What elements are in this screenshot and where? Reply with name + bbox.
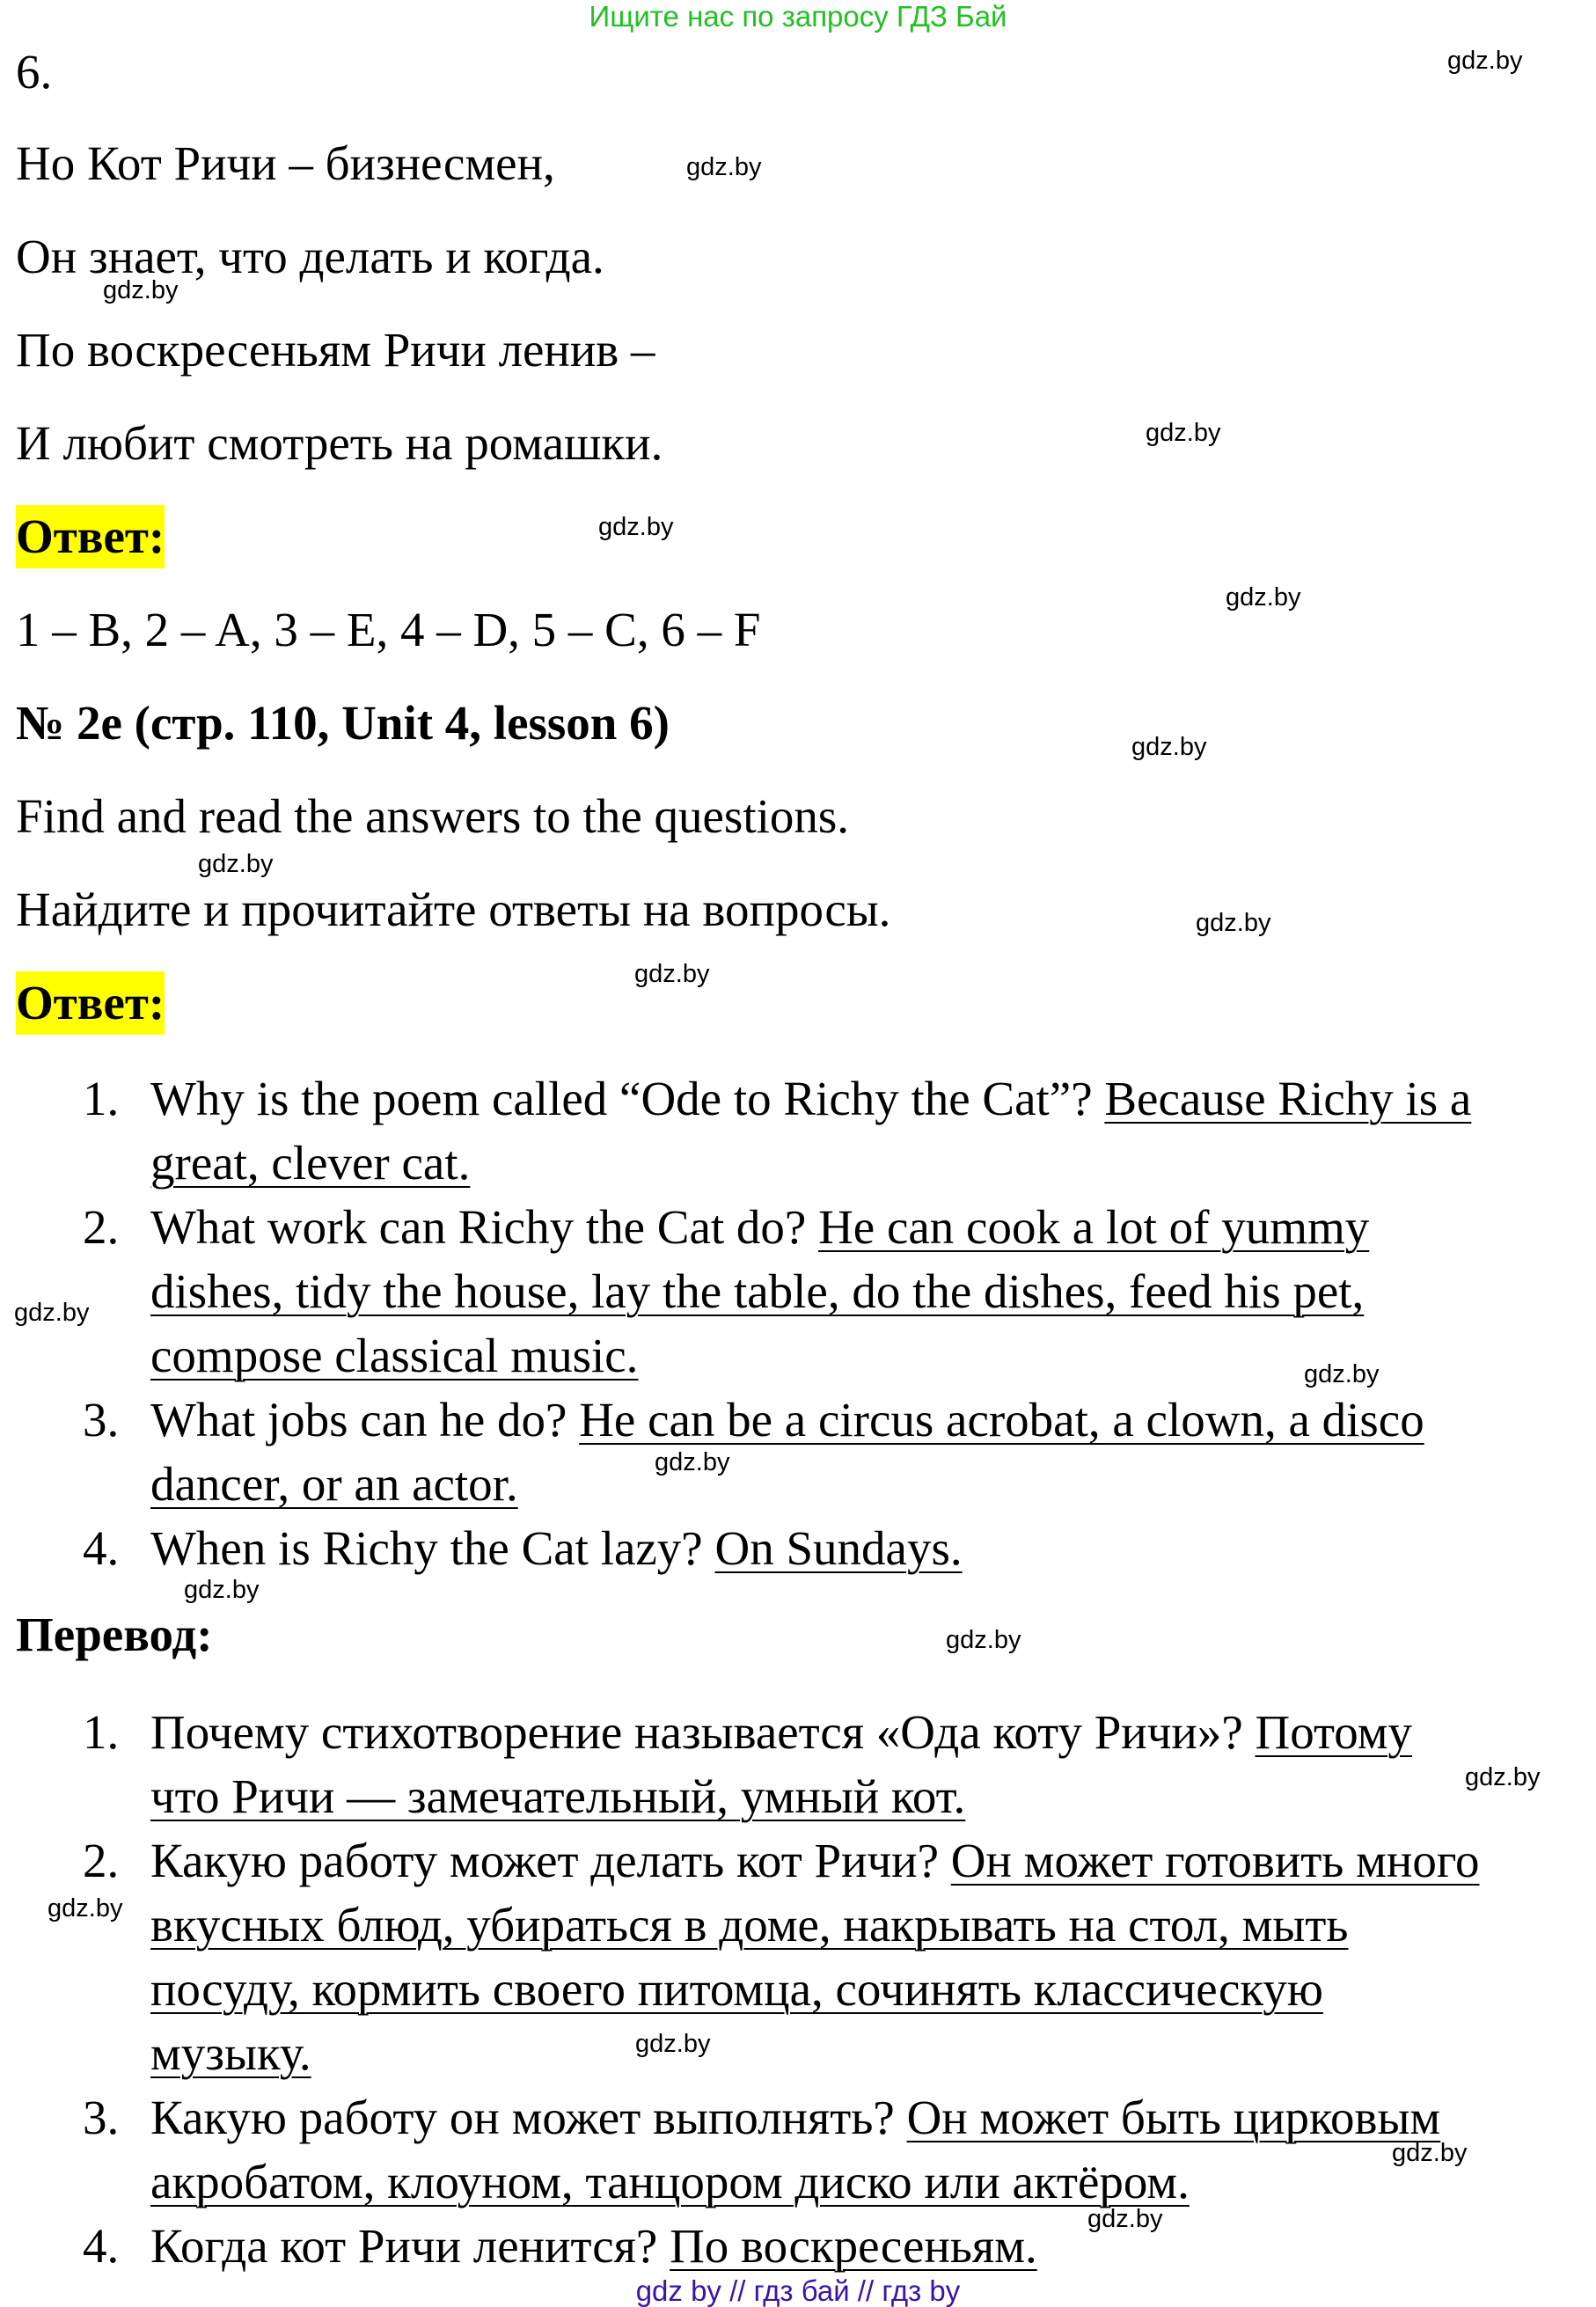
item-number: 1. [83,1072,120,1125]
watermark: gdz.by [1465,1763,1541,1791]
list-item [16,1700,1591,1828]
item-number: 3. [83,1393,120,1446]
watermark: gdz.by [946,1626,1021,1654]
answer-text: вкусных блюд, убираться в доме, накрывать на стол, мыть [150,1898,1349,1952]
item-number: 2. [83,1834,120,1887]
answer-label: Ответ: [16,971,165,1035]
poem-number: 6. [16,45,53,99]
footer-watermark: gdz by // гдз бай // гдз by [635,2274,961,2307]
translation-label: Перевод: [16,1608,213,1661]
list-item [16,2214,1591,2278]
list-item [16,1516,1591,1580]
answer-text: Он может быть цирковым [906,2091,1441,2144]
list-item [16,1828,1591,2085]
watermark: gdz.by [598,513,674,541]
poem-line: Он знает, что делать и когда. [16,230,604,283]
watermark: gdz.by [1131,733,1207,761]
watermark: gdz.by [198,850,274,878]
list-item [16,2085,1591,2214]
answer-text: Because Richy is a [1104,1072,1472,1125]
task-instruction-ru: Найдите и прочитайте ответы на вопросы. [16,883,891,936]
list-item [16,1388,1591,1516]
answer-text: compose classical music. [150,1329,639,1382]
watermark: gdz.by [634,960,710,988]
answer-text: По воскресеньям. [670,2219,1037,2273]
answer-text: Он может готовить много [950,1834,1480,1887]
item-number: 4. [83,1521,120,1575]
answer-text: dishes, tidy the house, lay the table, do the dishes, feed his pet, [150,1264,1365,1318]
watermark: gdz.by [686,153,762,181]
question-text: Какую работу может делать кот Ричи? [150,1834,951,1887]
answer-text: He can be a circus acrobat, a clown, a disco [579,1393,1424,1446]
answer-text: музыку. [150,2026,311,2080]
question-text: Why is the poem called “Ode to Richy the Cat”? [150,1072,1105,1125]
translation-list [16,1700,1591,2278]
watermark: gdz.by [1226,583,1301,612]
question-text: Почему стихотворение называется «Ода коту Ричи»? [150,1705,1256,1759]
watermark: gdz.by [184,1576,260,1604]
answer-text: акробатом, клоуном, танцором диско или актёром. [150,2155,1190,2208]
answer-text: great, clever cat. [150,1136,471,1190]
item-number: 3. [83,2091,120,2144]
task-title: № 2e (стр. 110, Unit 4, lesson 6) [16,696,670,750]
watermark: gdz.by [1447,47,1523,75]
watermark: gdz.by [103,276,179,304]
answer-text: He can cook a lot of yummy [818,1200,1370,1254]
answer-list [16,1066,1591,1580]
watermark: gdz.by [635,2030,711,2058]
poem-line: Но Кот Ричи – бизнесмен, [16,136,555,190]
answer-text: Потому [1255,1705,1413,1759]
task-instruction-en: Find and read the answers to the questions. [16,789,850,843]
watermark: gdz.by [1087,2205,1163,2233]
poem-line: По воскресеньям Ричи ленив – [16,323,655,377]
answer-text: что Ричи — замечательный, умный кот. [150,1769,966,1823]
watermark: gdz.by [1304,1360,1380,1388]
item-number: 2. [83,1200,120,1254]
list-item [16,1066,1591,1195]
question-text: What work can Richy the Cat do? [150,1200,819,1254]
question-text: Когда кот Ричи ленится? [150,2219,670,2273]
item-number: 4. [83,2219,120,2273]
watermark: gdz.by [1196,909,1271,937]
watermark: gdz.by [655,1448,730,1476]
watermark: gdz.by [48,1894,123,1922]
answer-text: On Sundays. [714,1521,963,1575]
answer-matching: 1 – B, 2 – A, 3 – E, 4 – D, 5 – C, 6 – F [16,603,761,656]
question-text: Какую работу он может выполнять? [150,2091,907,2144]
item-number: 1. [83,1705,120,1759]
question-text: When is Richy the Cat lazy? [150,1521,715,1575]
watermark: gdz.by [1392,2139,1468,2167]
search-banner: Ищите нас по запросу ГДЗ Бай [589,0,1007,33]
watermark: gdz.by [1146,419,1221,447]
answer-text: dancer, or an actor. [150,1457,518,1511]
answer-text: посуду, кормить своего питомца, сочинять классическую [150,1962,1323,2016]
answer-label: Ответ: [16,505,165,568]
question-text: What jobs can he do? [150,1393,580,1446]
watermark: gdz.by [14,1299,90,1327]
poem-line: И любит смотреть на ромашки. [16,416,663,470]
